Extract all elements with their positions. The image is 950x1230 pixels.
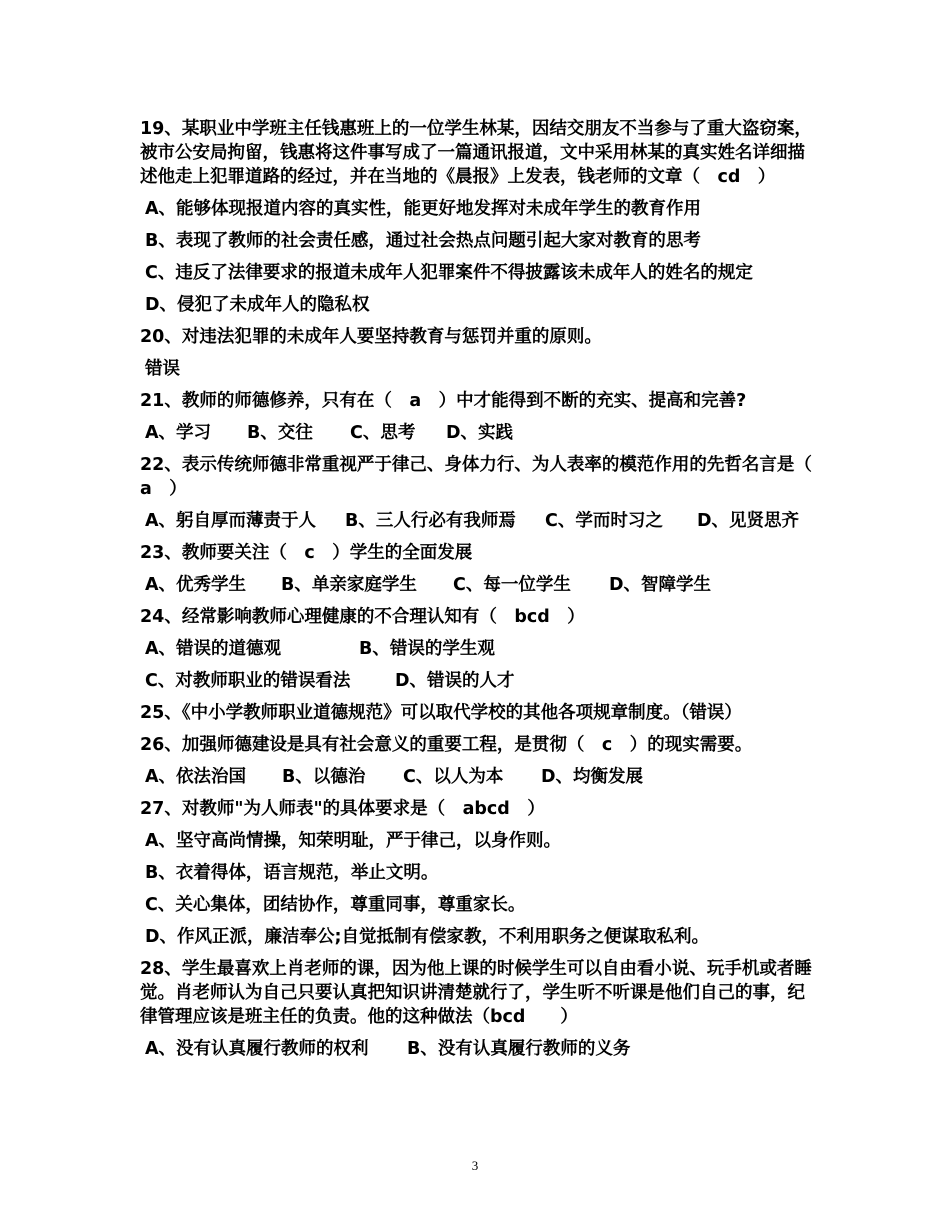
question-24-option-d: D、错误的人才 <box>395 671 515 691</box>
question-22-option-c: C、学而时习之 <box>545 511 663 531</box>
question-24-option-c: C、对教师职业的错误看法 <box>145 671 351 691</box>
question-22-option-d: D、见贤思齐 <box>697 511 800 531</box>
question-23-option-d: D、智障学生 <box>609 575 712 595</box>
question-26-option-a: A、依法治国 <box>145 767 247 787</box>
question-24-option-b: B、错误的学生观 <box>359 639 495 659</box>
question-22-options <box>140 509 815 533</box>
question-23-options <box>140 573 815 597</box>
question-28-stem: 28、学生最喜欢上肖老师的课，因为他上课的时候学生可以自由看小说、玩手机或者睡觉。肖老师认为自己只要认真把知识讲清楚就行了，学生听不听课是他们自己的事，纪律管理应该是班主任的负责。他的这种做法（bcd ） <box>140 959 812 1027</box>
question-26-option-d: D、均衡发展 <box>541 767 644 787</box>
question-28-option-a: A、没有认真履行教师的权利 <box>145 1039 369 1059</box>
question-26-stem: 26、加强师德建设是具有社会意义的重要工程，是贯彻（ c ）的现实需要。 <box>140 735 753 755</box>
question-24-option-a: A、错误的道德观 <box>145 639 282 659</box>
question-27-option-d: D、作风正派，廉洁奉公;自觉抵制有偿家教，不利用职务之便谋取私利。 <box>145 927 710 947</box>
question-24-options-row-2 <box>140 669 815 693</box>
question-24-options-row-1 <box>140 637 815 661</box>
question-21-stem: 21、教师的师德修养，只有在（ a ）中才能得到不断的充实、提高和完善? <box>140 391 747 411</box>
question-20-stem: 20、对违法犯罪的未成年人要坚持教育与惩罚并重的原则。 <box>140 327 602 347</box>
page-number: 3 <box>471 1158 479 1173</box>
question-28-option-b: B、没有认真履行教师的义务 <box>407 1039 631 1059</box>
question-28-options <box>140 1037 815 1061</box>
question-27-option-c: C、关心集体，团结协作，尊重同事，尊重家长。 <box>145 895 526 915</box>
question-21-option-a: A、学习 <box>145 423 212 443</box>
question-19-option-d: D、侵犯了未成年人的隐私权 <box>145 295 370 315</box>
question-27-stem: 27、对教师"为人师表"的具体要求是（ abcd ） <box>140 799 545 819</box>
question-27-option-b: B、衣着得体，语言规范，举止文明。 <box>145 863 439 883</box>
question-19-stem: 19、某职业中学班主任钱惠班上的一位学生林某，因结交朋友不当参与了重大盗窃案，被市公安局拘留，钱惠将这件事写成了一篇通讯报道，文中采用林某的真实姓名详细描述他走上犯罪道路的经过，并在当地的《晨报》上发表，钱老师的文章（ cd ） <box>140 119 812 187</box>
question-23-option-c: C、每一位学生 <box>453 575 571 595</box>
question-19-option-c: C、违反了法律要求的报道未成年人犯罪案件不得披露该未成年人的姓名的规定 <box>145 263 753 283</box>
question-23-stem: 23、教师要关注（ c ）学生的全面发展 <box>140 543 473 563</box>
question-21-option-c: C、思考 <box>350 423 416 443</box>
question-24-stem: 24、经常影响教师心理健康的不合理认知有（ bcd ） <box>140 607 585 627</box>
question-22-option-a: A、躬自厚而薄责于人 <box>145 511 317 531</box>
question-22-stem: 22、表示传统师德非常重视严于律己、身体力行、为人表率的模范作用的先哲名言是（ a ） <box>140 455 830 499</box>
question-21-option-b: B、交往 <box>247 423 313 443</box>
question-26-option-b: B、以德治 <box>282 767 366 787</box>
question-25-stem: 25、《中小学教师职业道德规范》可以取代学校的其他各项规章制度。（错误） <box>140 703 742 723</box>
question-19-option-b: B、表现了教师的社会责任感，通过社会热点问题引起大家对教育的思考 <box>145 231 701 251</box>
question-20-answer: 错误 <box>145 359 180 379</box>
question-21-option-d: D、实践 <box>446 423 514 443</box>
question-27-option-a: A、坚守高尚情操，知荣明耻，严于律己，以身作则。 <box>145 831 562 851</box>
question-22-option-b: B、三人行必有我师焉 <box>345 511 516 531</box>
question-list <box>140 117 830 1061</box>
question-23-option-a: A、优秀学生 <box>145 575 247 595</box>
question-26-option-c: C、以人为本 <box>403 767 504 787</box>
question-26-options <box>140 765 815 789</box>
question-23-option-b: B、单亲家庭学生 <box>281 575 417 595</box>
question-19-option-a: A、能够体现报道内容的真实性，能更好地发挥对未成年学生的教育作用 <box>145 199 702 219</box>
question-21-options <box>140 421 815 445</box>
